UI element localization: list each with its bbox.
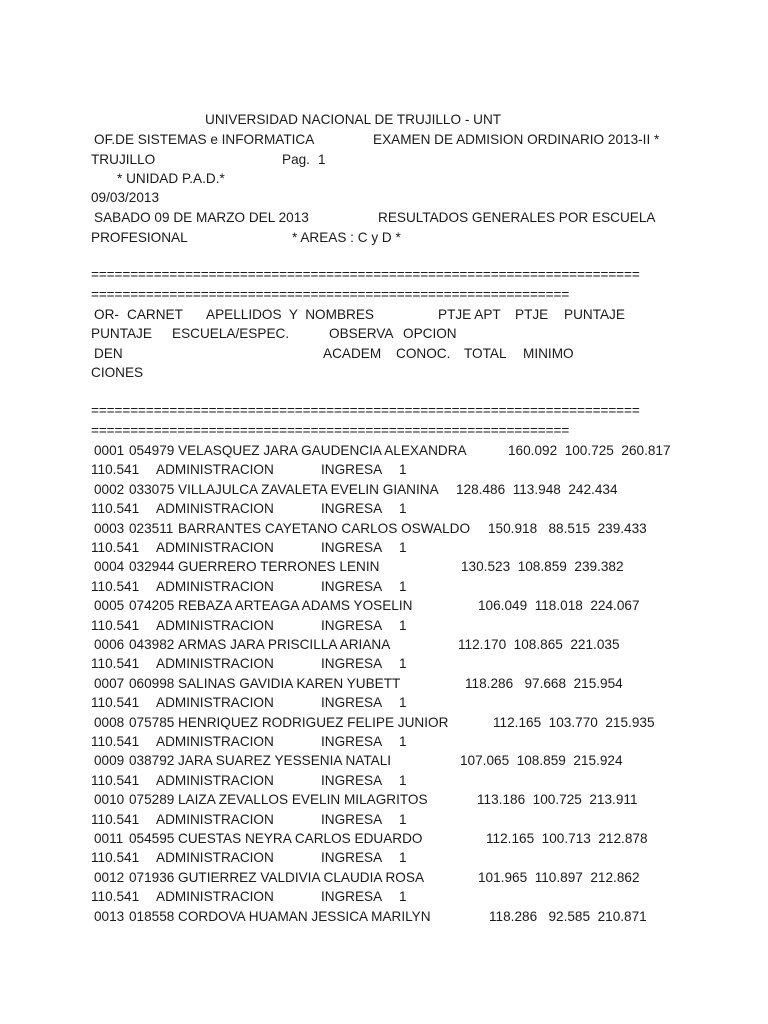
row-observa: INGRESA [321, 695, 383, 710]
row-name: REBAZA ARTEAGA ADAMS YOSELIN [178, 598, 413, 613]
row-opcion: 1 [399, 462, 407, 477]
exam-title: EXAMEN DE ADMISION ORDINARIO 2013-II * [373, 132, 660, 147]
row-escuela: ADMINISTRACION [156, 540, 274, 555]
unit-name: * UNIDAD P.A.D.* [117, 171, 225, 186]
row-escuela: ADMINISTRACION [156, 695, 274, 710]
row-escuela: ADMINISTRACION [156, 734, 274, 749]
col-minimo: MINIMO [523, 346, 574, 361]
row-name: LAIZA ZEVALLOS EVELIN MILAGRITOS [178, 792, 428, 807]
row-observa: INGRESA [321, 579, 383, 594]
row-observa: INGRESA [321, 462, 383, 477]
row-name: VILLAJULCA ZAVALETA EVELIN GIANINA [178, 482, 439, 497]
col-escuela: ESCUELA/ESPEC. [172, 326, 290, 341]
row-escuela: ADMINISTRACION [156, 656, 274, 671]
areas-label: * AREAS : C y D * [292, 230, 401, 245]
row-scores: 150.918 88.515 239.433 [488, 521, 647, 536]
row-order: 0011 [94, 831, 124, 846]
col-academ: ACADEM [323, 346, 382, 361]
row-order: 0010 [94, 792, 125, 807]
col-opcion: OPCION [403, 326, 457, 341]
row-observa: INGRESA [321, 618, 383, 633]
row-order: 0002 [94, 482, 125, 497]
row-carnet: 033075 [129, 482, 175, 497]
row-scores: 107.065 108.859 215.924 [460, 753, 623, 768]
row-name: GUERRERO TERRONES LENIN [178, 559, 380, 574]
row-order: 0003 [94, 521, 125, 536]
row-opcion: 1 [399, 540, 407, 555]
profesional-label: PROFESIONAL [91, 230, 188, 245]
row-order: 0005 [94, 598, 125, 613]
separator-short: ============================================================= [91, 423, 570, 438]
row-observa: INGRESA [321, 773, 383, 788]
row-name: VELASQUEZ JARA GAUDENCIA ALEXANDRA [178, 443, 467, 458]
row-name: BARRANTES CAYETANO CARLOS OSWALDO [178, 521, 471, 536]
col-observa: OBSERVA [329, 326, 394, 341]
row-minimo: 110.541 [91, 734, 140, 749]
row-minimo: 110.541 [91, 889, 140, 904]
row-carnet: 054595 [129, 831, 175, 846]
row-carnet: 054979 [129, 443, 175, 458]
row-observa: INGRESA [321, 812, 383, 827]
row-name: GUTIERREZ VALDIVIA CLAUDIA ROSA [178, 870, 425, 885]
city-name: TRUJILLO [91, 152, 156, 167]
row-order: 0013 [94, 909, 125, 924]
row-minimo: 110.541 [91, 695, 140, 710]
row-name: ARMAS JARA PRISCILLA ARIANA [178, 637, 391, 652]
col-total: TOTAL [464, 346, 507, 361]
col-conoc: CONOC. [396, 346, 451, 361]
row-minimo: 110.541 [91, 656, 140, 671]
row-observa: INGRESA [321, 889, 383, 904]
row-name: HENRIQUEZ RODRIGUEZ FELIPE JUNIOR [178, 715, 449, 730]
results-title: RESULTADOS GENERALES POR ESCUELA [378, 210, 656, 225]
row-scores: 128.486 113.948 242.434 [456, 482, 618, 497]
col-den: DEN [94, 346, 123, 361]
row-carnet: 075785 [129, 715, 175, 730]
row-name: CUESTAS NEYRA CARLOS EDUARDO [178, 831, 423, 846]
row-scores: 112.170 108.865 221.035 [458, 637, 620, 652]
row-opcion: 1 [399, 773, 407, 788]
row-opcion: 1 [399, 501, 407, 516]
col-ptje-apt: PTJE APT [438, 307, 501, 322]
row-carnet: 074205 [129, 598, 175, 613]
row-escuela: ADMINISTRACION [156, 579, 274, 594]
col-carnet: CARNET [127, 307, 183, 322]
row-scores: 112.165 103.770 215.935 [493, 715, 655, 730]
separator-long: ====================================================================== [91, 267, 640, 282]
row-minimo: 110.541 [91, 540, 140, 555]
long-date: SABADO 09 DE MARZO DEL 2013 [94, 210, 309, 225]
row-order: 0008 [94, 715, 125, 730]
row-carnet: 043982 [129, 637, 175, 652]
row-escuela: ADMINISTRACION [156, 773, 274, 788]
row-scores: 112.165 100.713 212.878 [486, 831, 648, 846]
row-order: 0006 [94, 637, 125, 652]
row-name: JARA SUAREZ YESSENIA NATALI [178, 753, 392, 768]
row-escuela: ADMINISTRACION [156, 462, 274, 477]
row-scores: 118.286 97.668 215.954 [465, 676, 623, 691]
col-or: OR- [94, 307, 119, 322]
row-escuela: ADMINISTRACION [156, 889, 274, 904]
row-opcion: 1 [399, 579, 407, 594]
col-ciones: CIONES [91, 365, 144, 380]
row-order: 0012 [94, 870, 125, 885]
row-minimo: 110.541 [91, 501, 140, 516]
row-carnet: 018558 [129, 909, 175, 924]
row-opcion: 1 [399, 618, 407, 633]
row-carnet: 071936 [129, 870, 175, 885]
row-escuela: ADMINISTRACION [156, 812, 274, 827]
row-observa: INGRESA [321, 540, 383, 555]
row-carnet: 032944 [129, 559, 175, 574]
row-escuela: ADMINISTRACION [156, 850, 274, 865]
row-scores: 130.523 108.859 239.382 [461, 559, 624, 574]
col-names: APELLIDOS Y NOMBRES [206, 307, 374, 322]
row-carnet: 038792 [129, 753, 175, 768]
row-minimo: 110.541 [91, 618, 140, 633]
row-order: 0001 [94, 443, 125, 458]
row-minimo: 110.541 [91, 579, 140, 594]
university-title: UNIVERSIDAD NACIONAL DE TRUJILLO - UNT [205, 112, 502, 127]
row-opcion: 1 [399, 656, 407, 671]
row-escuela: ADMINISTRACION [156, 618, 274, 633]
row-escuela: ADMINISTRACION [156, 501, 274, 516]
separator-short: ============================================================= [91, 287, 570, 302]
row-order: 0004 [94, 559, 125, 574]
row-opcion: 1 [399, 889, 407, 904]
page-number: 1 [318, 152, 326, 167]
row-order: 0007 [94, 676, 125, 691]
page-label: Pag. [282, 152, 310, 167]
row-minimo: 110.541 [91, 773, 140, 788]
row-opcion: 1 [399, 734, 407, 749]
col-puntaje-minimo: PUNTAJE [91, 326, 152, 341]
row-name: SALINAS GAVIDIA KAREN YUBETT [178, 676, 401, 691]
row-carnet: 023511 [129, 521, 174, 536]
row-name: CORDOVA HUAMAN JESSICA MARILYN [178, 909, 431, 924]
row-scores: 160.092 100.725 260.817 [508, 443, 671, 458]
row-scores: 101.965 110.897 212.862 [478, 870, 640, 885]
row-scores: 113.186 100.725 213.911 [477, 792, 638, 807]
row-observa: INGRESA [321, 656, 383, 671]
row-opcion: 1 [399, 850, 407, 865]
report-date: 09/03/2013 [91, 190, 160, 205]
row-scores: 106.049 118.018 224.067 [478, 598, 640, 613]
row-minimo: 110.541 [91, 850, 140, 865]
row-opcion: 1 [399, 695, 407, 710]
row-observa: INGRESA [321, 850, 383, 865]
col-puntaje-total: PUNTAJE [564, 307, 625, 322]
separator-long: ====================================================================== [91, 403, 640, 418]
row-observa: INGRESA [321, 734, 383, 749]
row-order: 0009 [94, 753, 125, 768]
row-opcion: 1 [399, 812, 407, 827]
row-carnet: 075289 [129, 792, 175, 807]
office-name: OF.DE SISTEMAS e INFORMATICA [94, 132, 315, 147]
row-observa: INGRESA [321, 501, 383, 516]
row-scores: 118.286 92.585 210.871 [489, 909, 647, 924]
row-minimo: 110.541 [91, 462, 140, 477]
col-ptje: PTJE [515, 307, 549, 322]
row-minimo: 110.541 [91, 812, 140, 827]
row-carnet: 060998 [129, 676, 175, 691]
